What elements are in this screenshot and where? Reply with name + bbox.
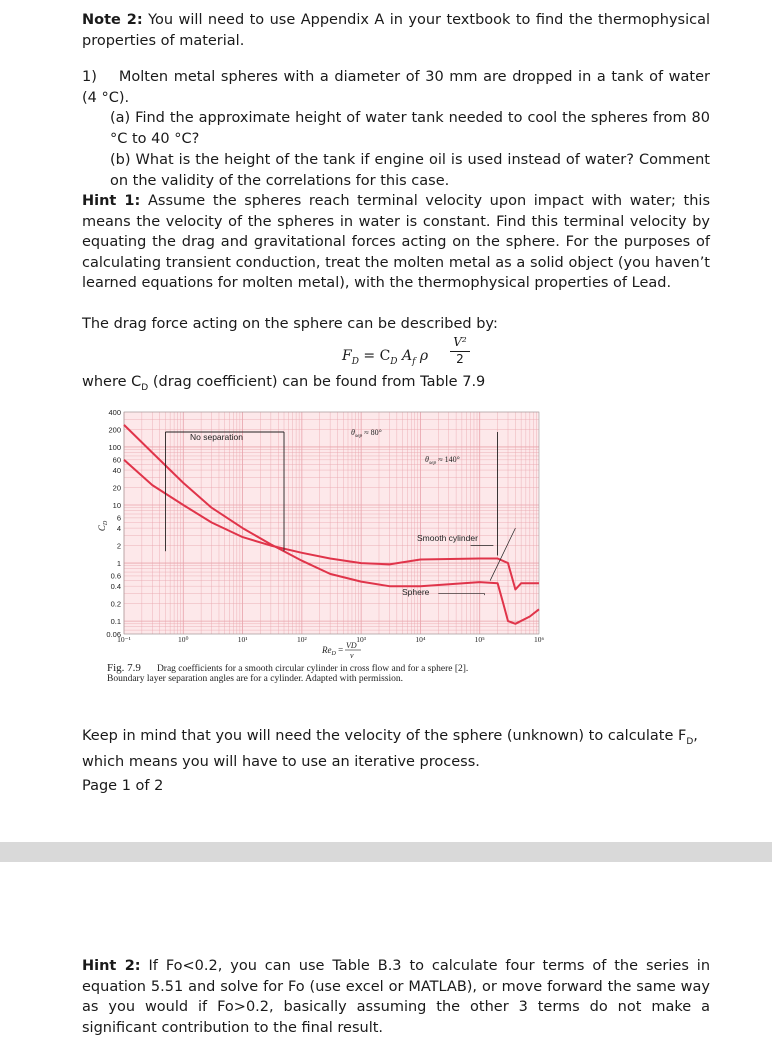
keep-in-mind: Keep in mind that you will need the velocity of the sphere (unknown) to calculate $F_D$, which means you will have to use an iterative process.: [82, 728, 698, 771]
annot-sep-80: $\theta_{sep} \approx 80^\circ$: [351, 428, 382, 439]
x-tick-label: 10²: [296, 635, 307, 644]
note-2-label: Note 2:: [82, 12, 143, 28]
hint-2: [82, 956, 710, 1038]
y-tick-label: 0.06: [106, 629, 121, 639]
y-tick-label: 60: [112, 455, 121, 465]
plot-background: [124, 412, 539, 634]
drag-coefficient-chart: [97, 404, 557, 664]
x-tick-label: 10⁴: [415, 635, 426, 644]
y-tick-label: 100: [108, 442, 121, 452]
x-tick-label: 10¹: [237, 635, 248, 644]
hint-2-label: Hint 2:: [82, 958, 141, 974]
eq-lhs: F: [342, 348, 352, 364]
x-tick-label: 10⁰: [178, 635, 189, 644]
note-2: [82, 10, 710, 51]
note-2-text: You will need to use Appendix A in your textbook to find the thermophysical properties of material.: [82, 12, 711, 49]
y-tick-label: 6: [116, 513, 121, 523]
hint-2-text: If Fo<0.2, you can use Table B.3 to calculate four terms of the series in equation 5.51 and solve for Fo (use excel or MATLAB), or move forward the same way as you would if Fo>0.2, basically assuming the other 3 terms do not make a significant contribution to the final result.: [82, 958, 711, 1036]
annot-sphere: Sphere: [402, 587, 430, 597]
y-tick-label: 0.6: [110, 571, 121, 581]
x-axis-label: $Re_D$ =: [322, 645, 344, 657]
y-axis-label: $C_D$: [97, 520, 109, 532]
caption-line1: Drag coefficients for a smooth circular cylinder in cross flow and for a sphere [2].: [156, 664, 469, 674]
caption-line2: Boundary layer separation angles are for a cylinder. Adapted with permission.: [107, 674, 403, 684]
x-tick-label: 10⁻¹: [117, 635, 131, 644]
y-tick-label: 40: [112, 465, 121, 475]
problem-text: Molten metal spheres with a diameter of 30 mm are dropped in a tank of water (4 °C).: [82, 69, 710, 106]
eq-fraction: V² 2: [450, 334, 470, 366]
page-number: Page 1 of 2: [82, 778, 164, 794]
y-tick-label: 400: [108, 407, 121, 417]
drag-intro: The drag force acting on the sphere can be described by:: [82, 316, 498, 332]
y-tick-label: 10: [112, 500, 121, 510]
y-tick-label: 200: [108, 425, 121, 435]
y-tick-label: 4: [116, 523, 121, 533]
y-tick-label: 2: [116, 541, 121, 551]
problem-statement: [82, 67, 710, 108]
x-tick-label: 10³: [356, 635, 367, 644]
y-tick-label: 0.4: [110, 581, 121, 591]
x-tick-labels: [117, 635, 544, 644]
problem-number: 1): [82, 69, 97, 85]
x-axis-label-num: VD: [346, 641, 357, 650]
hint-1-label: Hint 1:: [82, 193, 141, 209]
annot-smooth-cylinder: Smooth cylinder: [417, 533, 478, 543]
annot-no-separation: No separation: [190, 432, 243, 442]
hint-1: [82, 191, 710, 294]
x-axis-label-den: ν: [350, 651, 354, 660]
part-a: (a) Find the approximate height of water tank needed to cool the spheres from 80 °C to 40 °C?: [110, 110, 710, 147]
x-tick-label: 10⁶: [533, 635, 545, 644]
part-b: (b) What is the height of the tank if engine oil is used instead of water? Comment on the validity of the correlations for this case.: [110, 152, 710, 189]
hint-1-text: Assume the spheres reach terminal velocity upon impact with water; this means the velocity of the spheres in water is constant. Find this terminal velocity by equating the drag and gravitational forces acting on the sphere. For the purposes of calculating transient conduction, treat the molten metal as a solid object (you haven’t learned equations for molten metal), with the thermophysical properties of Lead.: [82, 193, 711, 292]
y-tick-label: 0.2: [110, 599, 121, 609]
annot-sep-140: $\theta_{sep} \approx 140^\circ$: [425, 455, 460, 466]
y-tick-label: 0.1: [110, 616, 121, 626]
page-divider: [0, 842, 772, 862]
x-tick-label: 10⁵: [474, 635, 485, 644]
figure-caption: [107, 662, 577, 684]
caption-fig: Fig. 7.9: [107, 662, 141, 674]
y-tick-label: 1: [116, 558, 121, 568]
y-tick-label: 20: [112, 483, 121, 493]
where-text: where $C_D$ (drag coefficient) can be found from Table 7.9: [82, 374, 486, 393]
